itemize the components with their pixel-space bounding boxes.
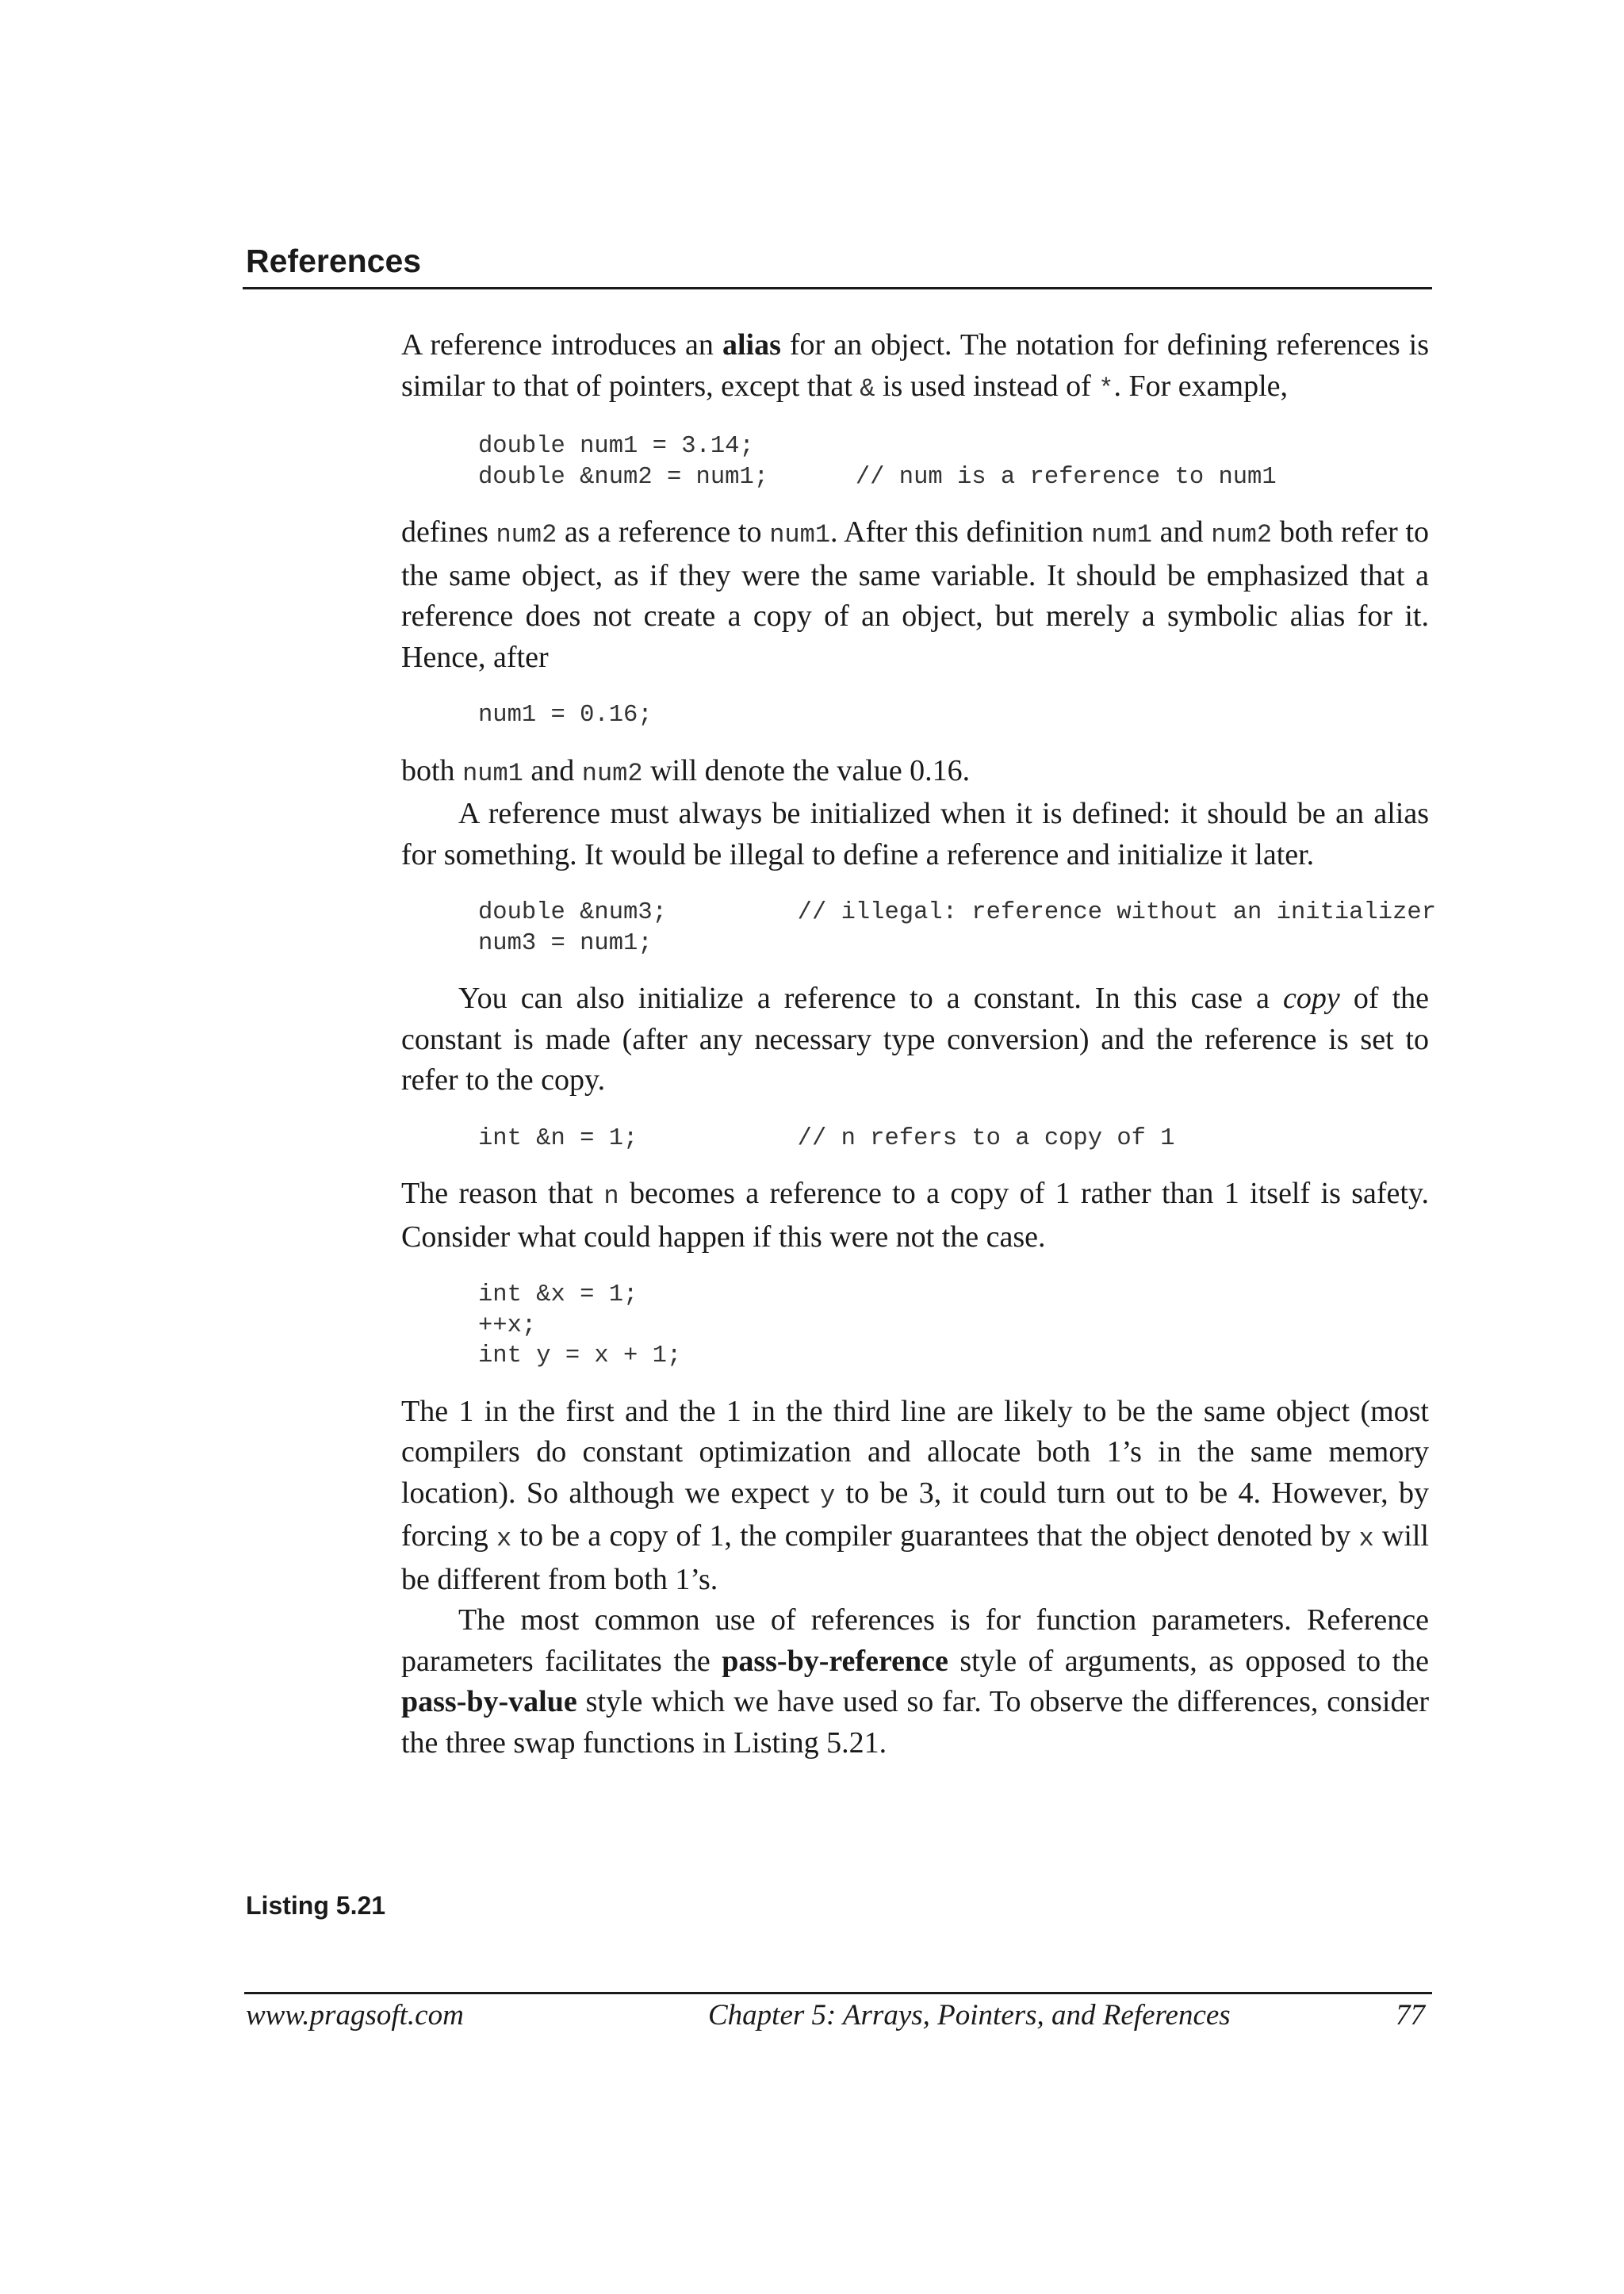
- code-block-constant-reference: int &n = 1; // n refers to a copy of 1: [478, 1124, 1175, 1152]
- code-block-increment-example: int &x = 1; ++x; int y = x + 1;: [478, 1281, 682, 1369]
- listing-label: Listing 5.21: [246, 1891, 386, 1920]
- section-heading: References: [246, 243, 422, 279]
- paragraph-constant-optimization: The 1 in the first and the 1 in the third line are likely to be the same object (most compilers do constant optimization and allocate both 1’s in the same memory location). So although we expect y to be 3, it could turn out to be 4. However, by forcing x to be a copy of 1, the compiler guarantees that the object denoted by x will be different from both 1’s.: [401, 1394, 1430, 1596]
- inline-code: y: [819, 1480, 836, 1511]
- heading-rule: [243, 287, 1432, 289]
- paragraph-function-parameters: The most common use of references is for function parameters. Reference parameters facilitates the pass-by-reference style of arguments, as opposed to the pass-by-value style which we have used so far. To observe the differences, consider the three swap functions in Listing 5.21.: [401, 1603, 1429, 1760]
- footer-website: www.pragsoft.com: [246, 1999, 464, 2032]
- footer-chapter-title: Chapter 5: Arrays, Pointers, and References: [708, 1999, 1231, 2032]
- footer-rule: [244, 1992, 1432, 1994]
- term-pass-by-reference: pass-by-reference: [722, 1644, 948, 1678]
- paragraph-both-denote: both num1 and num2 will denote the value 0.16.: [401, 753, 971, 788]
- paragraph-must-initialize: A reference must always be initialized when it is defined: it should be an alias for something. It would be illegal to define a reference and initialize it later.: [401, 797, 1429, 871]
- term-copy: copy: [1283, 982, 1340, 1015]
- term-alias: alias: [722, 328, 781, 362]
- inline-code: num2: [581, 758, 643, 788]
- footer-page-number: 77: [1396, 1999, 1425, 2032]
- inline-code: n: [603, 1181, 619, 1211]
- inline-code: num1: [769, 520, 831, 550]
- inline-code: num2: [1211, 520, 1273, 550]
- inline-code: x: [1358, 1524, 1374, 1553]
- inline-code: num1: [1091, 520, 1152, 550]
- body-text: [401, 325, 1436, 1764]
- inline-code: &: [860, 373, 875, 404]
- paragraph-alias-intro: A reference introduces an alias for an object. The notation for defining references is similar to that of pointers, except that & is used instead of *. For example,: [401, 328, 1430, 404]
- inline-code: *: [1098, 373, 1114, 404]
- code-block-reference-definition: double num1 = 3.14; double &num2 = num1; // num is a reference to num1: [478, 433, 1277, 491]
- code-block-illegal-reference: double &num3; // illegal: reference without an initializer num3 = num1;: [478, 899, 1436, 957]
- inline-code: num1: [462, 758, 523, 788]
- code-block-assignment: num1 = 0.16;: [478, 702, 653, 729]
- term-pass-by-value: pass-by-value: [401, 1685, 577, 1718]
- inline-code: x: [496, 1524, 512, 1553]
- paragraph-constant-reference: You can also initialize a reference to a constant. In this case a copy of the constant is made (after any necessary type conversion) and the reference is set to refer to the copy.: [401, 982, 1430, 1097]
- paragraph-defines-num2: defines num2 as a reference to num1. After this definition num1 and num2 both refer to the same object, as if they were the same variable. It should be emphasized that a reference does not create a copy of an object, but merely a symbolic alias for it. Hence, after: [401, 515, 1430, 674]
- inline-code: num2: [496, 520, 557, 550]
- paragraph-safety-reason: The reason that n becomes a reference to a copy of 1 rather than 1 itself is safety. Consider what could happen if this were not the case.: [401, 1177, 1430, 1254]
